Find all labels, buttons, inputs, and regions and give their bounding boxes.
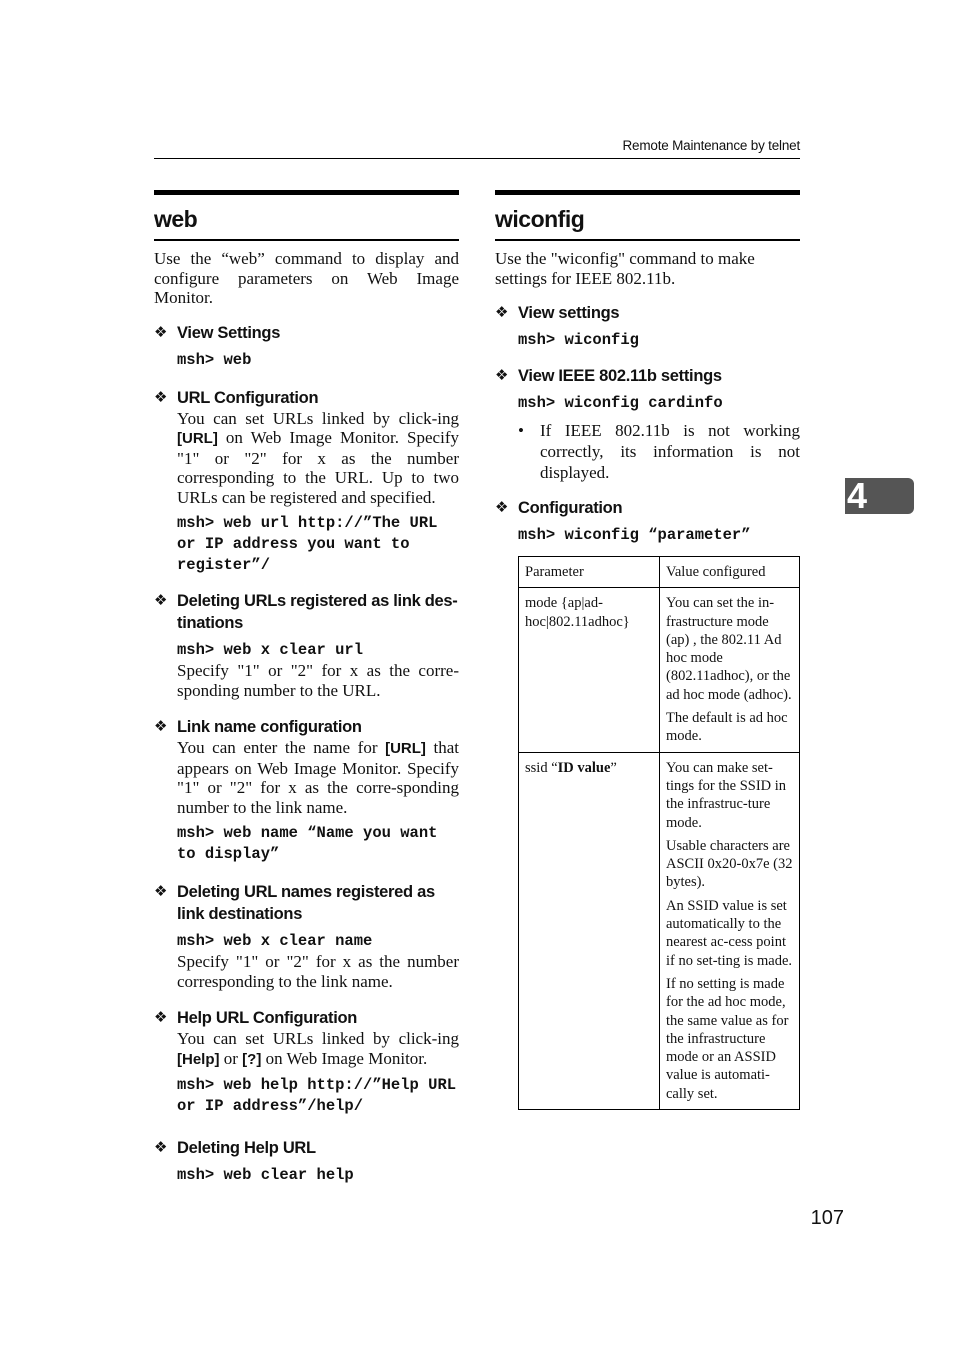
table-header-cell: Parameter (519, 557, 660, 588)
subheading-label: Configuration (518, 499, 623, 517)
diamond-bullet-icon: ❖ (154, 1139, 168, 1156)
subheading-label: Help URL Configuration (177, 1009, 358, 1027)
list-item (495, 420, 800, 483)
subheading-label: Deleting URLs registered as link des-tinations (177, 592, 458, 632)
value-paragraph: Usable characters are ASCII 0x20-0x7e (32 bytes). (666, 837, 793, 891)
wiconfig-section (495, 190, 800, 1110)
link-name-text: You can enter the name for [URL] that appears on Web Image Monitor. Specify "1" or "2" for x as the corre-sponding number to the link name. (177, 738, 460, 817)
parameter-table (518, 556, 800, 1110)
diamond-bullet-icon: ❖ (154, 592, 168, 609)
code-web-clear-help: msh> web clear help (177, 1166, 354, 1184)
wiconfig-section-title: wiconfig (495, 195, 800, 241)
web-intro: Use the “web” command to display and configure parameters on Web Image Monitor. (154, 249, 459, 307)
code-wiconfig: msh> wiconfig (518, 331, 639, 349)
chapter-tab (845, 475, 914, 516)
table-row (519, 752, 800, 1109)
value-paragraph: An SSID value is set automatically to the nearest ac-cess point if no set-ting is made. (666, 897, 793, 969)
diamond-bullet-icon: ❖ (154, 388, 168, 406)
table-cell-value (660, 752, 800, 1109)
subheading-view-settings (154, 322, 459, 344)
table-cell-param: mode {ap|ad-hoc|802.11adhoc} (519, 588, 660, 752)
subheading-configuration (495, 497, 800, 519)
url-key-label: [URL] (177, 430, 218, 447)
value-paragraph: If no setting is made for the ad hoc mode, the same value as for the infrastructure mode or an ASSID value is automati-cally set. (666, 975, 789, 1102)
table-cell-value (660, 588, 800, 752)
subheading-label: View IEEE 802.11b settings (518, 367, 722, 385)
table-header-cell: Value configured (660, 557, 800, 588)
delete-names-text: Specify "1" or "2" for x as the number corresponding to the link name. (177, 952, 459, 991)
diamond-bullet-icon: ❖ (154, 883, 168, 900)
subheading-view-settings (495, 302, 800, 324)
value-paragraph: You can set the in-frastructure mode (ap) , the 802.11 Ad hoc mode (802.11adhoc), or the ad hoc mode (adhoc). (666, 595, 792, 703)
subheading-label: View Settings (177, 323, 281, 342)
subheading-label: Link name configuration (177, 718, 362, 736)
subheading-help-url (154, 1007, 459, 1029)
question-key-label: [?] (242, 1050, 262, 1068)
wiconfig-intro: Use the "wiconfig" command to make settings for IEEE 802.11b. (495, 249, 755, 288)
help-url-text: You can set URLs linked by click-ing [Help] or [?] on Web Image Monitor. (177, 1029, 459, 1068)
code-web-name: msh> web name “Name you want to display” (177, 824, 438, 863)
diamond-bullet-icon: ❖ (495, 499, 509, 516)
code-web-url: msh> web url http://”The URL or IP address you want to register”/ (177, 514, 438, 574)
diamond-bullet-icon: ❖ (495, 367, 509, 384)
subheading-label: Deleting Help URL (177, 1139, 316, 1157)
value-paragraph: The default is ad hoc mode. (666, 710, 788, 745)
diamond-bullet-icon: ❖ (154, 718, 168, 735)
subheading-label: URL Configuration (177, 388, 319, 407)
code-wiconfig-cardinfo: msh> wiconfig cardinfo (518, 394, 723, 412)
subheading-delete-urls (154, 590, 459, 634)
table-header-row (519, 557, 800, 588)
page-number: 107 (810, 1207, 844, 1229)
header-rule (154, 158, 800, 159)
code-wiconfig-parameter: msh> wiconfig “parameter” (518, 526, 751, 544)
running-header: Remote Maintenance by telnet (622, 138, 800, 153)
chapter-number: 4 (847, 475, 868, 516)
bullet-text: If IEEE 802.11b is not working correctly, its information is not displayed. (540, 421, 800, 482)
code-web-help: msh> web help http://”Help URL or IP address”/help/ (177, 1076, 457, 1115)
delete-urls-text: Specify "1" or "2" for x as the corre-sponding number to the URL. (177, 661, 459, 700)
diamond-bullet-icon: ❖ (154, 1009, 168, 1026)
url-key-label: [URL] (385, 740, 426, 757)
url-config-text: You can set URLs linked by click-ing [URL] on Web Image Monitor. Specify "1" or "2" for x as the number corresponding to the URL. Up to two URLs can be registered and specified. (177, 408, 459, 507)
help-key-label: [Help] (177, 1050, 220, 1068)
diamond-bullet-icon: ❖ (154, 323, 168, 341)
subheading-label: View settings (518, 304, 620, 322)
code-web-clear-name: msh> web x clear name (177, 932, 373, 950)
web-section-title: web (154, 195, 459, 241)
subheading-delete-help (154, 1137, 459, 1159)
table-cell-param: ssid “ID value” (519, 752, 660, 1109)
code-web-clear-url: msh> web x clear url (177, 641, 364, 659)
bullet-icon: • (518, 421, 524, 440)
subheading-view-ieee (495, 365, 800, 387)
subheading-label: Deleting URL names registered as link destinations (177, 883, 435, 923)
table-row (519, 588, 800, 752)
subheading-link-name (154, 716, 459, 738)
subheading-url-configuration (154, 387, 459, 409)
diamond-bullet-icon: ❖ (495, 304, 509, 321)
code-web: msh> web (177, 350, 252, 369)
subheading-delete-names (154, 881, 459, 925)
web-section (154, 190, 459, 1186)
value-paragraph: You can make set-tings for the SSID in the infrastruc-ture mode. (666, 759, 787, 831)
